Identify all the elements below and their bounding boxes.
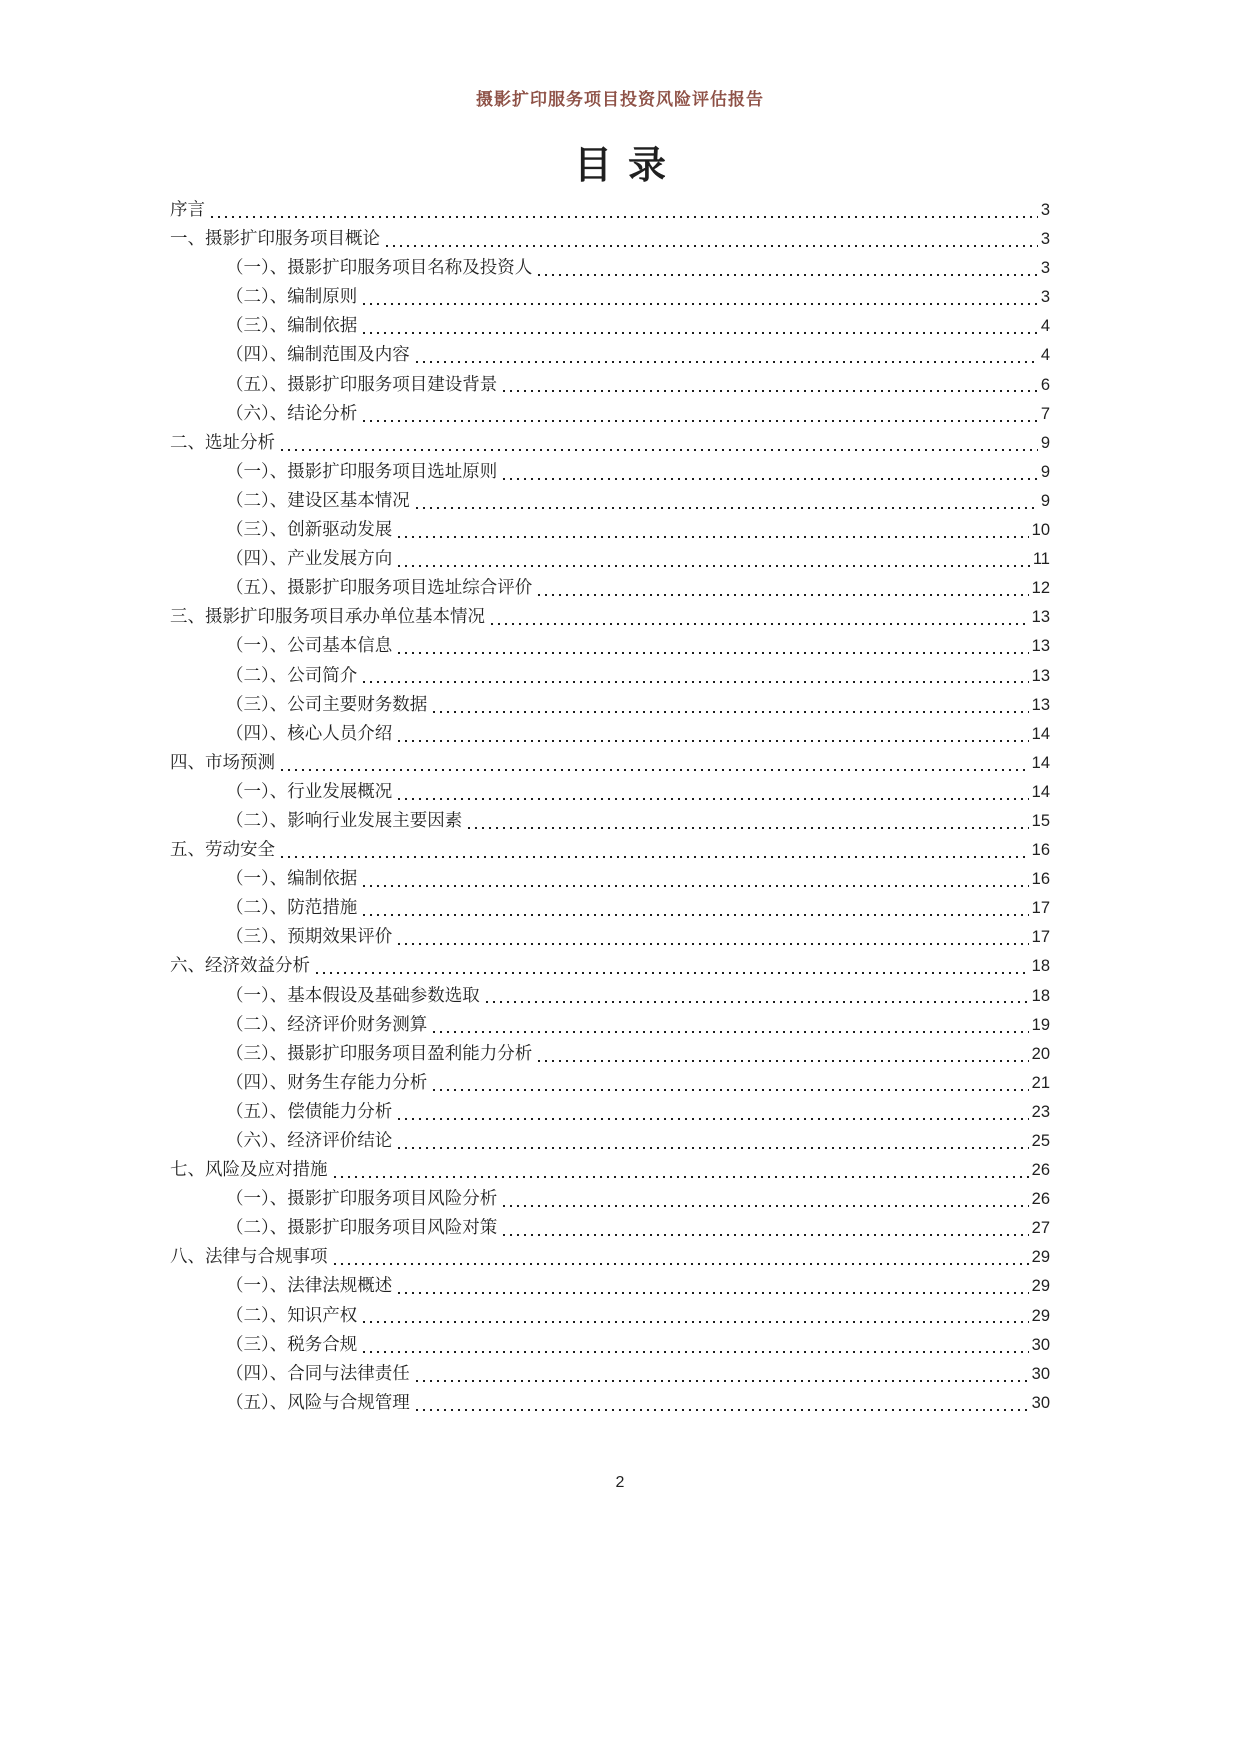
toc-entry-label: （二）、摄影扩印服务项目风险对策 xyxy=(226,1217,498,1238)
toc-entry[interactable] xyxy=(170,720,1050,749)
toc-page-number: 14 xyxy=(1031,753,1050,772)
toc-entry-label: （一）、编制依据 xyxy=(226,868,358,889)
toc-entry[interactable] xyxy=(170,341,1050,370)
toc-page-number: 13 xyxy=(1031,666,1050,685)
toc-entry[interactable] xyxy=(170,923,1050,952)
toc-entry-label: （二）、建设区基本情况 xyxy=(226,489,410,510)
toc-entry[interactable] xyxy=(170,632,1050,661)
toc-page-number: 3 xyxy=(1040,288,1050,307)
toc-entry-label: 五、劳动安全 xyxy=(170,839,275,860)
toc-page-number: 3 xyxy=(1040,259,1050,278)
toc-page-number: 16 xyxy=(1031,870,1050,889)
toc-entry[interactable] xyxy=(170,894,1050,923)
toc-entry[interactable] xyxy=(170,283,1050,312)
toc-page-number: 12 xyxy=(1031,579,1050,598)
toc-entry[interactable] xyxy=(170,982,1050,1011)
toc-entry-label: （二）、编制原则 xyxy=(226,286,358,307)
toc-entry-label: （四）、产业发展方向 xyxy=(226,548,393,569)
toc-page-number: 21 xyxy=(1031,1073,1050,1092)
toc-entry-label: （四）、财务生存能力分析 xyxy=(226,1071,428,1092)
toc-entry[interactable] xyxy=(170,807,1050,836)
toc-dot-leader xyxy=(316,952,1029,981)
toc-page-number: 26 xyxy=(1031,1190,1050,1209)
toc-dot-leader xyxy=(398,778,1028,807)
toc-dot-leader xyxy=(281,749,1029,778)
toc-dot-leader xyxy=(281,429,1038,458)
toc-dot-leader xyxy=(363,894,1028,923)
toc-page-number: 15 xyxy=(1031,811,1050,830)
toc-page-number: 6 xyxy=(1040,375,1050,394)
toc-entry[interactable] xyxy=(170,1069,1050,1098)
toc-entry-label: （三）、摄影扩印服务项目盈利能力分析 xyxy=(226,1042,533,1063)
toc-page-number: 30 xyxy=(1031,1335,1050,1354)
toc-page-number: 20 xyxy=(1031,1044,1050,1063)
toc-dot-leader xyxy=(398,1127,1028,1156)
toc-entry[interactable] xyxy=(170,1156,1050,1185)
toc-entry-label: （四）、核心人员介绍 xyxy=(226,722,393,743)
toc-entry-label: 四、市场预测 xyxy=(170,751,275,772)
toc-dot-leader xyxy=(363,1331,1028,1360)
toc-entry[interactable] xyxy=(170,1272,1050,1301)
toc-page-number: 29 xyxy=(1031,1306,1050,1325)
toc-entry[interactable] xyxy=(170,254,1050,283)
toc-entry[interactable] xyxy=(170,516,1050,545)
toc-dot-leader xyxy=(433,1069,1028,1098)
toc-page-number: 9 xyxy=(1040,433,1050,452)
toc-entry-label: 八、法律与合规事项 xyxy=(170,1246,328,1267)
toc-page-number: 14 xyxy=(1031,782,1050,801)
toc-entry-label: （一）、摄影扩印服务项目名称及投资人 xyxy=(226,257,533,278)
toc-entry[interactable] xyxy=(170,1243,1050,1272)
toc-entry[interactable] xyxy=(170,662,1050,691)
toc-entry[interactable] xyxy=(170,400,1050,429)
toc-entry-label: （二）、影响行业发展主要因素 xyxy=(226,809,463,830)
toc-entry-label: （六）、结论分析 xyxy=(226,402,358,423)
toc-dot-leader xyxy=(416,341,1038,370)
toc-page-number: 25 xyxy=(1031,1132,1050,1150)
toc-entry-label: （六）、经济评价结论 xyxy=(226,1130,393,1150)
toc-entry[interactable] xyxy=(170,196,1050,225)
toc-page-number: 30 xyxy=(1031,1364,1050,1383)
toc-entry[interactable] xyxy=(170,1360,1050,1389)
toc-entry-label: （三）、税务合规 xyxy=(226,1333,358,1354)
toc-entry-label: （三）、公司主要财务数据 xyxy=(226,693,428,714)
toc-entry-label: （一）、摄影扩印服务项目选址原则 xyxy=(226,460,498,481)
toc-page-number: 9 xyxy=(1040,462,1050,481)
toc-dot-leader xyxy=(398,923,1028,952)
toc-entry[interactable] xyxy=(170,371,1050,400)
toc-dot-leader xyxy=(486,982,1029,1011)
toc-page-number: 7 xyxy=(1040,404,1050,423)
toc-entry-label: （一）、基本假设及基础参数选取 xyxy=(226,984,480,1005)
toc-dot-leader xyxy=(363,312,1038,341)
toc-entry-label: （三）、预期效果评价 xyxy=(226,926,393,947)
toc-entry[interactable] xyxy=(170,1389,1050,1418)
toc-page-number: 10 xyxy=(1031,521,1050,540)
toc-dot-leader xyxy=(538,1040,1028,1069)
toc-page-number: 4 xyxy=(1040,317,1050,336)
toc-dot-leader xyxy=(398,516,1028,545)
toc-page-number: 13 xyxy=(1031,608,1050,627)
toc-entry-label: （三）、编制依据 xyxy=(226,315,358,336)
toc-page-number: 30 xyxy=(1031,1393,1050,1412)
toc-dot-leader xyxy=(398,545,1030,574)
toc-entry-label: （二）、防范措施 xyxy=(226,897,358,918)
toc-dot-leader xyxy=(211,196,1038,225)
toc-entry-label: （二）、知识产权 xyxy=(226,1304,358,1325)
toc-entry-label: （五）、摄影扩印服务项目选址综合评价 xyxy=(226,577,533,598)
toc-entry[interactable] xyxy=(170,1185,1050,1214)
toc-entry[interactable] xyxy=(170,865,1050,894)
toc-entry[interactable] xyxy=(170,1331,1050,1360)
toc-entry[interactable] xyxy=(170,312,1050,341)
toc-page-number: 13 xyxy=(1031,637,1050,656)
toc-dot-leader xyxy=(503,1214,1028,1243)
toc-entry-label: 序言 xyxy=(170,199,205,219)
toc-page-number: 27 xyxy=(1031,1219,1050,1238)
toc-dot-leader xyxy=(398,1272,1028,1301)
toc-entry[interactable] xyxy=(170,574,1050,603)
toc-entry[interactable] xyxy=(170,429,1050,458)
toc-dot-leader xyxy=(398,720,1028,749)
toc-dot-leader xyxy=(398,632,1028,661)
toc-page-number: 19 xyxy=(1031,1015,1050,1034)
toc-dot-leader xyxy=(363,400,1038,429)
toc-entry[interactable] xyxy=(170,1302,1050,1331)
toc-entry-label: （二）、经济评价财务测算 xyxy=(226,1013,428,1034)
toc-page-number: 17 xyxy=(1031,928,1050,947)
toc-dot-leader xyxy=(398,1098,1028,1127)
toc-dot-leader xyxy=(503,1185,1028,1214)
toc-page-number: 29 xyxy=(1031,1248,1050,1267)
toc-entry[interactable] xyxy=(170,952,1050,981)
toc-page-number: 9 xyxy=(1040,491,1050,510)
toc-page-number: 18 xyxy=(1031,957,1050,976)
toc-dot-leader xyxy=(433,1011,1028,1040)
toc-entry-label: （五）、偿债能力分析 xyxy=(226,1100,393,1121)
toc-entry[interactable] xyxy=(170,1214,1050,1243)
toc-dot-leader xyxy=(363,1302,1028,1331)
toc-dot-leader xyxy=(416,1389,1029,1418)
toc-dot-leader xyxy=(416,487,1038,516)
toc-dot-leader xyxy=(386,225,1038,254)
toc-entry[interactable] xyxy=(170,545,1050,574)
toc-entry[interactable] xyxy=(170,1127,1050,1156)
toc-page-number: 14 xyxy=(1031,724,1050,743)
toc-entry-label: 六、经济效益分析 xyxy=(170,955,310,976)
toc-title: 目录 xyxy=(573,145,682,187)
toc-entry[interactable] xyxy=(170,225,1050,254)
toc-dot-leader xyxy=(503,371,1038,400)
toc-entry-label: （一）、公司基本信息 xyxy=(226,635,393,656)
toc-entry-label: （三）、创新驱动发展 xyxy=(226,519,393,540)
toc-dot-leader xyxy=(363,865,1028,894)
toc-list xyxy=(170,196,1050,1418)
toc-entry[interactable] xyxy=(170,1040,1050,1069)
toc-page-number: 17 xyxy=(1031,899,1050,918)
toc-entry-label: （五）、风险与合规管理 xyxy=(226,1391,410,1412)
toc-entry[interactable] xyxy=(170,836,1050,865)
document-header-title: 摄影扩印服务项目投资风险评估报告 xyxy=(476,90,764,109)
page-number-footer: 2 xyxy=(615,1474,625,1491)
toc-dot-leader xyxy=(503,458,1038,487)
toc-entry[interactable] xyxy=(170,1098,1050,1127)
toc-entry-label: 七、风险及应对措施 xyxy=(170,1159,328,1180)
toc-dot-leader xyxy=(538,254,1038,283)
toc-page-number: 26 xyxy=(1031,1161,1050,1180)
toc-dot-leader xyxy=(468,807,1028,836)
toc-page-number: 3 xyxy=(1040,230,1050,249)
toc-dot-leader xyxy=(363,283,1038,312)
toc-entry[interactable] xyxy=(170,749,1050,778)
toc-page-number: 13 xyxy=(1031,695,1050,714)
toc-entry-label: （一）、法律法规概述 xyxy=(226,1275,393,1296)
toc-dot-leader xyxy=(334,1156,1029,1185)
toc-entry-label: 三、摄影扩印服务项目承办单位基本情况 xyxy=(170,606,485,627)
toc-dot-leader xyxy=(433,691,1028,720)
toc-entry-label: 二、选址分析 xyxy=(170,431,275,452)
toc-dot-leader xyxy=(538,574,1028,603)
toc-entry[interactable] xyxy=(170,691,1050,720)
toc-entry-label: （四）、编制范围及内容 xyxy=(226,344,410,365)
toc-entry[interactable] xyxy=(170,458,1050,487)
toc-page-number: 4 xyxy=(1040,346,1050,365)
toc-entry-label: （四）、合同与法律责任 xyxy=(226,1362,410,1383)
toc-page-number: 3 xyxy=(1040,201,1050,219)
toc-dot-leader xyxy=(281,836,1029,865)
toc-dot-leader xyxy=(334,1243,1029,1272)
toc-page-number: 11 xyxy=(1032,550,1050,569)
toc-entry[interactable] xyxy=(170,603,1050,632)
toc-page-number: 23 xyxy=(1031,1102,1050,1121)
toc-page-number: 29 xyxy=(1031,1277,1050,1296)
toc-entry-label: （二）、公司简介 xyxy=(226,664,358,685)
toc-entry-label: （一）、行业发展概况 xyxy=(226,780,393,801)
toc-dot-leader xyxy=(363,662,1028,691)
toc-entry-label: 一、摄影扩印服务项目概论 xyxy=(170,228,380,249)
toc-entry[interactable] xyxy=(170,487,1050,516)
toc-dot-leader xyxy=(491,603,1029,632)
toc-entry-label: （五）、摄影扩印服务项目建设背景 xyxy=(226,373,498,394)
toc-entry[interactable] xyxy=(170,1011,1050,1040)
toc-entry-label: （一）、摄影扩印服务项目风险分析 xyxy=(226,1188,498,1209)
toc-page-number: 16 xyxy=(1031,841,1050,860)
toc-page-number: 18 xyxy=(1031,986,1050,1005)
toc-entry[interactable] xyxy=(170,778,1050,807)
toc-dot-leader xyxy=(416,1360,1029,1389)
